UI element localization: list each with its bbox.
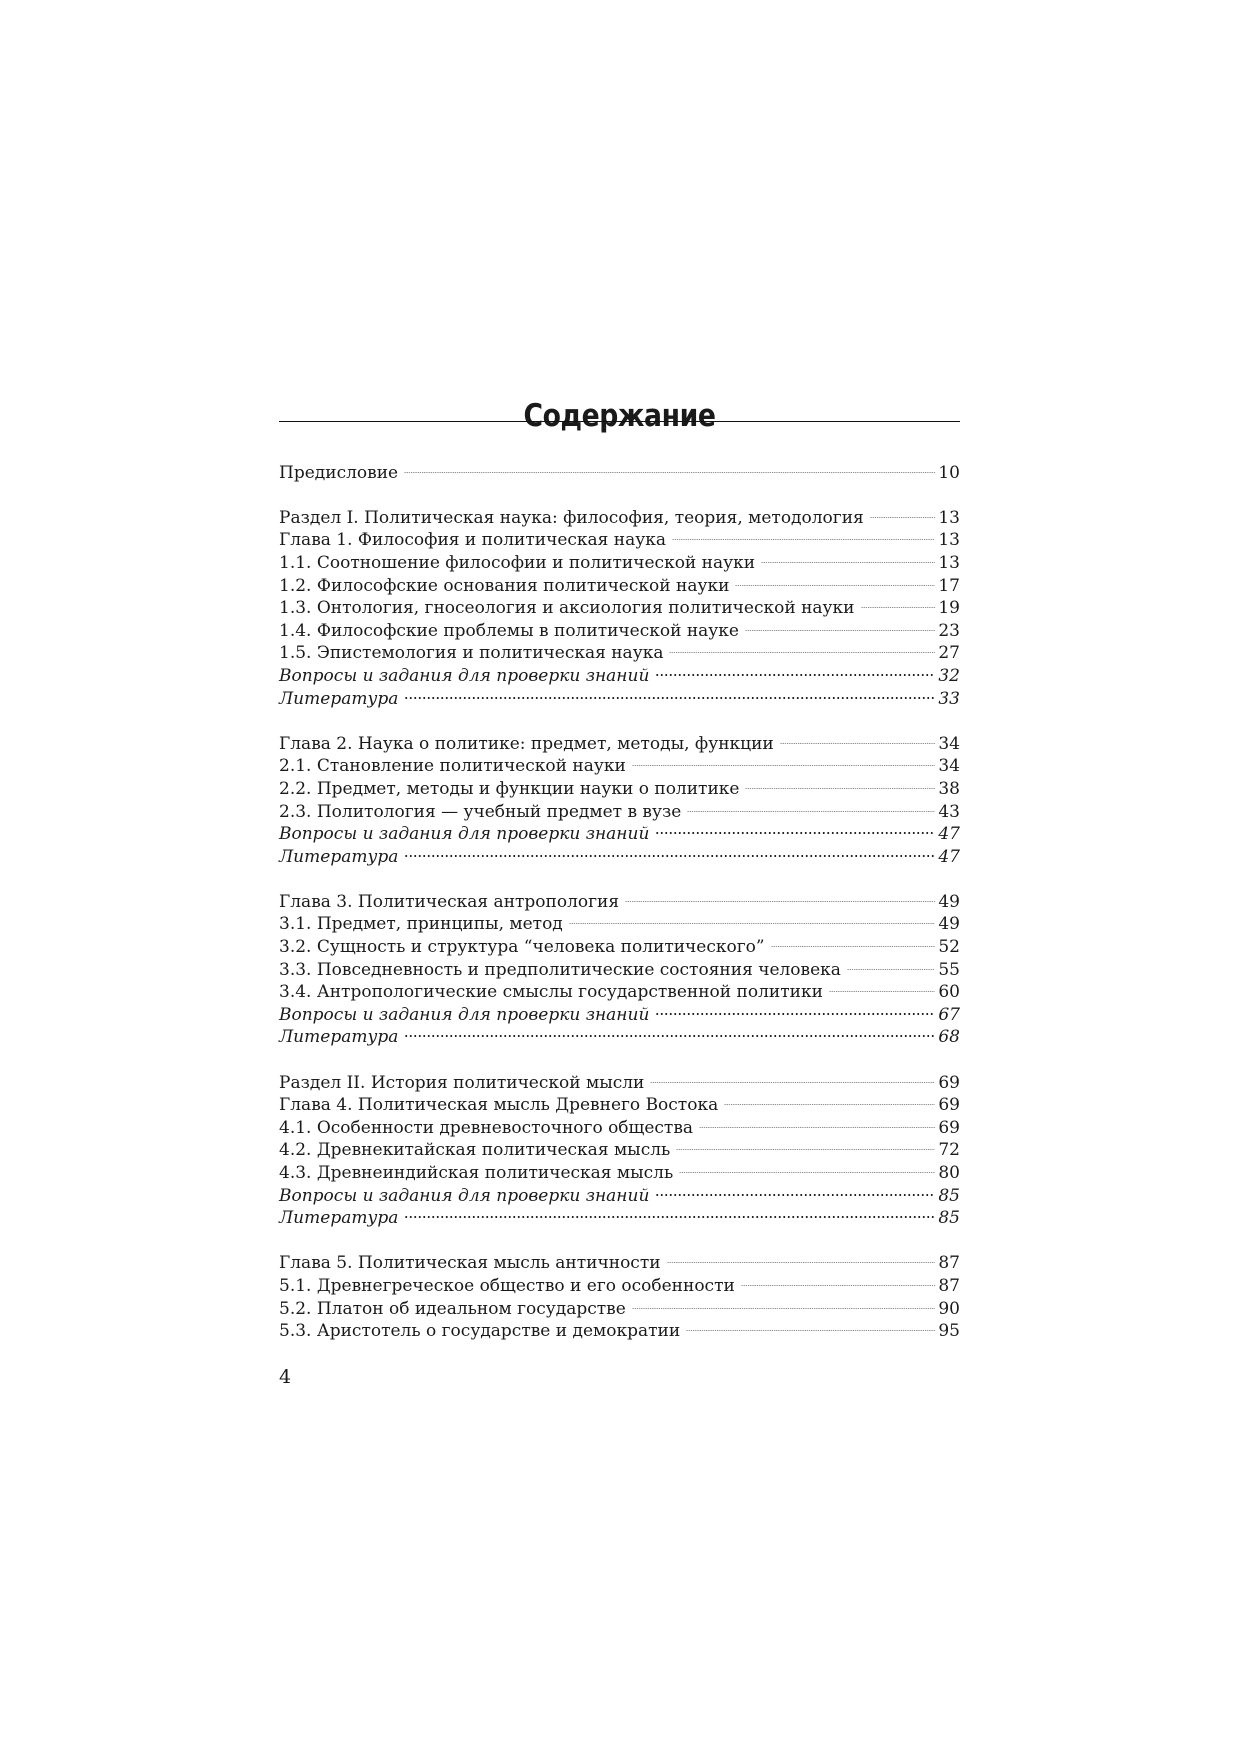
dot-leader <box>687 794 935 817</box>
toc-entry-label: Глава 5. Политическая мысль античности <box>279 1253 661 1274</box>
dot-leader <box>404 455 935 478</box>
toc-entry-label: 5.2. Платон об идеальном государстве <box>279 1298 626 1319</box>
toc-entry[interactable] <box>279 1246 960 1274</box>
dot-leader <box>699 1110 935 1133</box>
toc-entry-label: 4.3. Древнеиндийская политическая мысль <box>279 1163 674 1183</box>
dot-leader <box>404 1020 935 1043</box>
toc-entry-page: 10 <box>938 462 960 483</box>
toc-entry-page: 80 <box>938 1163 960 1183</box>
toc-entry-page: 33 <box>938 688 960 709</box>
dot-leader <box>667 1246 936 1269</box>
toc-entry-page: 13 <box>938 507 960 528</box>
toc-entry-page: 19 <box>938 598 960 619</box>
dot-leader <box>847 952 935 975</box>
toc-entry-page: 52 <box>938 937 960 958</box>
dot-leader <box>632 1291 936 1314</box>
toc-entry-page: 38 <box>938 778 960 799</box>
toc-entry-page: 72 <box>938 1140 960 1161</box>
toc-entry-label: 1.4. Философские проблемы в политической науке <box>279 620 739 641</box>
dot-leader <box>676 1133 935 1156</box>
toc-entry-label: 3.4. Антропологические смыслы государственной политики <box>279 982 823 1003</box>
toc-entry-page: 34 <box>938 733 960 754</box>
toc-entry-page: 13 <box>938 552 960 573</box>
toc-entry-label: 4.1. Особенности древневосточного общества <box>279 1117 694 1138</box>
toc-entry-label: 4.2. Древнекитайская политическая мысль <box>279 1140 671 1161</box>
toc-entry-label: 1.1. Соотношение философии и политической науки <box>279 552 756 573</box>
toc-entry-page: 49 <box>938 914 960 935</box>
toc-entry-page: 47 <box>938 824 960 845</box>
dot-leader <box>632 749 936 772</box>
toc-entry-page: 85 <box>938 1185 960 1206</box>
dot-leader <box>404 681 935 704</box>
dot-leader <box>404 1201 935 1224</box>
toc-entry-page: 55 <box>938 959 960 980</box>
dot-leader <box>625 884 935 907</box>
toc-entry-label: 2.1. Становление политической науки <box>279 756 626 777</box>
toc-entry-label: 1.5. Эпистемология и политическая наука <box>279 643 664 664</box>
dot-leader <box>861 591 936 614</box>
toc-entry-page: 17 <box>938 575 960 596</box>
page-title: Содержание <box>523 397 716 434</box>
toc-entry-label: Раздел II. История политической мысли <box>279 1072 645 1093</box>
dot-leader <box>829 975 935 998</box>
toc-entry-page: 87 <box>938 1253 960 1274</box>
toc-entry-page: 69 <box>938 1095 960 1116</box>
toc-entry-label: Литература <box>279 846 399 867</box>
dot-leader <box>761 545 935 568</box>
title-rule <box>279 421 960 422</box>
toc-entry-label: Предисловие <box>279 462 399 483</box>
toc-entry[interactable] <box>279 500 960 528</box>
dot-leader <box>745 613 935 636</box>
page-number: 4 <box>279 1366 292 1388</box>
dot-leader <box>655 1178 935 1201</box>
dot-leader <box>655 817 935 840</box>
toc-entry-page: 23 <box>938 620 960 641</box>
toc-entry-label: Глава 2. Наука о политике: предмет, методы, функции <box>279 733 774 754</box>
toc-entry-label: Глава 1. Философия и политическая наука <box>279 530 667 551</box>
toc-entry-page: 85 <box>938 1208 960 1229</box>
dot-leader <box>669 636 935 659</box>
toc-entry-label: Вопросы и задания для проверки знаний <box>279 665 650 686</box>
dot-leader <box>672 523 935 546</box>
dot-leader <box>650 1065 935 1088</box>
dot-leader <box>870 500 936 523</box>
toc-entry-label: 3.2. Сущность и структура “человека политического” <box>279 937 765 958</box>
toc-entry[interactable] <box>279 726 960 754</box>
toc-entry-page: 34 <box>938 756 960 777</box>
dot-leader <box>655 997 935 1020</box>
toc-entry-page: 60 <box>938 982 960 1003</box>
table-of-contents <box>279 455 960 1342</box>
dot-leader <box>724 1088 935 1111</box>
toc-entry-label: Глава 3. Политическая антропология <box>279 891 620 912</box>
toc-entry-label: 1.3. Онтология, гносеология и аксиология политической науки <box>279 598 855 619</box>
dot-leader <box>655 658 935 681</box>
toc-entry-page: 43 <box>938 801 960 822</box>
toc-entry-label: 2.3. Политология — учебный предмет в вузе <box>279 801 682 822</box>
dot-leader <box>771 929 936 952</box>
toc-entry-label: Вопросы и задания для проверки знаний <box>279 1004 650 1025</box>
toc-entry-page: 67 <box>938 1004 960 1025</box>
toc-entry-label: Литература <box>279 1027 399 1048</box>
toc-entry-label: 5.1. Древнегреческое общество и его особенности <box>279 1275 735 1296</box>
dot-leader <box>569 907 936 930</box>
toc-entry[interactable] <box>279 1065 960 1093</box>
dot-leader <box>745 771 935 794</box>
toc-entry-label: 2.2. Предмет, методы и функции науки о политике <box>279 778 740 799</box>
toc-entry-label: 1.2. Философские основания политической науки <box>279 575 730 596</box>
toc-entry-page: 90 <box>938 1298 960 1319</box>
toc-entry-label: 3.1. Предмет, принципы, метод <box>279 914 563 935</box>
toc-entry-page: 13 <box>938 530 960 551</box>
toc-entry-page: 47 <box>938 846 960 867</box>
dot-leader <box>404 839 935 862</box>
toc-entry-page: 87 <box>938 1275 960 1296</box>
toc-entry-page: 27 <box>938 643 960 664</box>
toc-entry-page: 32 <box>938 665 960 686</box>
toc-entry-label: Вопросы и задания для проверки знаний <box>279 1185 650 1206</box>
toc-entry-page: 68 <box>938 1027 960 1048</box>
toc-entry-label: Вопросы и задания для проверки знаний <box>279 824 650 845</box>
dot-leader <box>735 568 935 591</box>
dot-leader <box>686 1314 935 1337</box>
toc-entry-label: Литература <box>279 1208 399 1229</box>
toc-entry-page: 95 <box>938 1321 960 1342</box>
toc-entry-label: Глава 4. Политическая мысль Древнего Востока <box>279 1095 719 1116</box>
toc-entry-label: 3.3. Повседневность и предполитические состояния человека <box>279 959 841 980</box>
toc-entry[interactable] <box>279 884 960 912</box>
dot-leader <box>679 1155 935 1178</box>
dot-leader <box>741 1268 936 1291</box>
dot-leader <box>780 726 936 749</box>
toc-entry-label: Литература <box>279 688 399 709</box>
toc-entry-label: 5.3. Аристотель о государстве и демократии <box>279 1321 681 1342</box>
toc-entry-page: 49 <box>938 891 960 912</box>
toc-entry[interactable] <box>279 455 960 483</box>
toc-entry-page: 69 <box>938 1072 960 1093</box>
toc-entry-page: 69 <box>938 1117 960 1138</box>
toc-entry-label: Раздел I. Политическая наука: философия, теория, методология <box>279 507 864 528</box>
